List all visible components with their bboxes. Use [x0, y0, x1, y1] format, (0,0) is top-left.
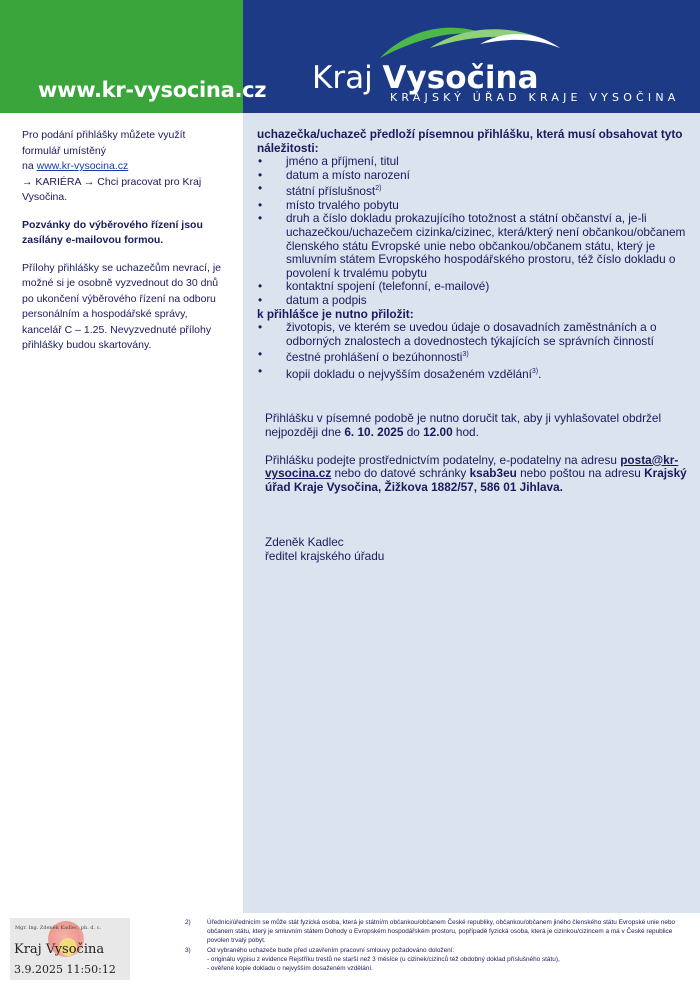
- footnote-item: [185, 955, 690, 964]
- apply-form-na: na: [22, 160, 37, 172]
- invitation-info: Pozvánky do výběrového řízení jsou zasílány e-mailovou formou.: [22, 218, 203, 246]
- list-item-end: .: [538, 366, 542, 381]
- website-link[interactable]: www.kr-vysocina.cz: [36, 160, 129, 172]
- submission-text-3: nebo poštou na adresu: [516, 466, 645, 481]
- footnote-ref: 3): [531, 367, 539, 375]
- submission-info: [257, 454, 687, 495]
- requirements-list: [257, 155, 687, 307]
- footnote-text: Od vybraného uchazeče bude před uzavřením pracovní smlouvy požadováno doložení:: [207, 946, 455, 954]
- stamp-organization: Kraj Vysočina: [14, 942, 105, 957]
- logo-vysocina-text: Vysočina: [382, 60, 539, 96]
- list-item: [257, 365, 687, 382]
- submission-text: Přihlášku podejte prostřednictvím podatelny, e-podatelny na adresu: [265, 452, 621, 467]
- footnote-text: Úředníci/úřednicím se může stát fyzická osoba, která je státní/m občankou/občanem České republiky, občankou/občanem jiného členského státu Evropské unie nebo občanem státu, který je smluvním státem Dohody o Evropském hospodářském prostoru, popřípadě fyzická osoba, která je cizinkou/cizincem a má v České republice povolen trvalý pobyt.: [207, 919, 676, 945]
- logo-swoosh-icon: [370, 18, 570, 66]
- list-item: • datum a podpis: [257, 294, 687, 308]
- attachments-header: k přihlášce je nutno přiložit:: [257, 306, 414, 321]
- career-path-text: → KARIÉRA → Chci pracovat pro Kraj Vysočina.: [22, 175, 202, 203]
- footnote-text: - originálu výpisu z evidence Rejstříku trestů ne starší než 3 měsíce (u cizinek/cizinců též obdobný doklad příslušného státu),: [207, 955, 560, 963]
- footnote-ref: 3): [462, 351, 469, 359]
- delivery-deadline: [257, 412, 687, 439]
- deadline-text: Přihlášku v písemné podobě je nutno doručit tak, aby ji vyhlašovatel obdržel nejpozději dne: [265, 411, 662, 440]
- list-item-text: státní příslušnost: [286, 184, 376, 199]
- footnote-number: 2): [185, 919, 191, 926]
- list-item: • druh a číslo dokladu prokazujícího totožnost a státní občanství a, je-li uchazečkou/uchazečem cizinka/cizinec, která/který není občankou/občanem členského státu Evropské unie nebo občankou/občanem státu, který je smluvním státem Evropského hospodářského prostoru, též číslo dokladu o povolení k trvalému pobytu: [257, 212, 687, 280]
- signatory-name: Zdeněk Kadlec: [265, 535, 344, 550]
- list-item: • jméno a příjmení, titul: [257, 155, 687, 169]
- footnote-ref: 2): [375, 185, 382, 193]
- footnote-item: [185, 918, 690, 946]
- footnote-item: [185, 946, 690, 955]
- signature-block: [257, 536, 687, 563]
- footnote-number: 3): [185, 946, 191, 954]
- sidebar-info: [22, 128, 222, 366]
- requirements-header: uchazečka/uchazeč předloží písemnou přihlášku, která musí obsahovat tyto náležitosti:: [257, 127, 683, 155]
- kraj-vysocina-logo: [300, 18, 680, 108]
- list-item-text: čestné prohlášení o bezúhonnosti: [286, 350, 463, 365]
- attachments-return-info: Přílohy přihlášky se uchazečům nevrací, je možné si je osobně vyzvednout do 30 dnů po ukončení výběrového řízení na odboru personálním a hospodářské správy, kancelář C – 1.25. Nevyzvednuté přílohy přihlášky budou skartovány.: [22, 261, 222, 351]
- logo-kraj-text: Kraj: [312, 60, 373, 96]
- footnotes: [185, 918, 690, 973]
- list-item: • kontaktní spojení (telefonní, e-mailové): [257, 280, 687, 294]
- list-item: • životopis, ve kterém se uvedou údaje o dosavadních zaměstnáních a o odborných znalostech a dovednostech týkajících se správních činností: [257, 321, 687, 348]
- stamp-timestamp: 3.9.2025 11:50:12: [14, 963, 116, 976]
- list-item: • datum a místo narození: [257, 169, 687, 183]
- deadline-text-3: hod.: [452, 425, 479, 440]
- attachments-list: [257, 321, 687, 381]
- logo-subtitle: KRAJSKÝ ÚŘAD KRAJE VYSOČINA: [390, 91, 680, 104]
- list-item-text: kopii dokladu o nejvyšším dosaženém vzdělání: [286, 366, 532, 381]
- apply-form-info: [22, 128, 222, 206]
- postal-address: Krajský úřad Kraje Vysočina, Žižkova 1882/57, 586 01 Jihlava.: [265, 466, 687, 494]
- list-item: [257, 182, 687, 199]
- list-item: [257, 348, 687, 365]
- deadline-date: 6. 10. 2025: [344, 425, 404, 440]
- deadline-text-2: do: [403, 425, 424, 440]
- footnote-text: - ověřené kopie dokladu o nejvyšším dosaženém vzdělání.: [207, 965, 373, 973]
- deadline-time: 12.00: [423, 425, 453, 440]
- signatory-title: ředitel krajského úřadu: [265, 549, 385, 564]
- apply-form-text: Pro podání přihlášky můžete využít formulář umístěný: [22, 129, 186, 157]
- data-box-id: ksab3eu: [469, 466, 517, 481]
- submission-text-2: nebo do datové schránky: [331, 466, 470, 481]
- footnote-item: [185, 964, 690, 973]
- stamp-signer: Mgr. Ing. Zdeněk Kadlec, ph. d. c.: [15, 925, 102, 931]
- list-item: • místo trvalého pobytu: [257, 199, 687, 213]
- submission-email[interactable]: posta@kr-vysocina.cz: [265, 452, 679, 481]
- electronic-signature-stamp: [10, 918, 130, 980]
- application-requirements: [257, 128, 687, 564]
- site-url: www.kr-vysocina.cz: [38, 78, 267, 102]
